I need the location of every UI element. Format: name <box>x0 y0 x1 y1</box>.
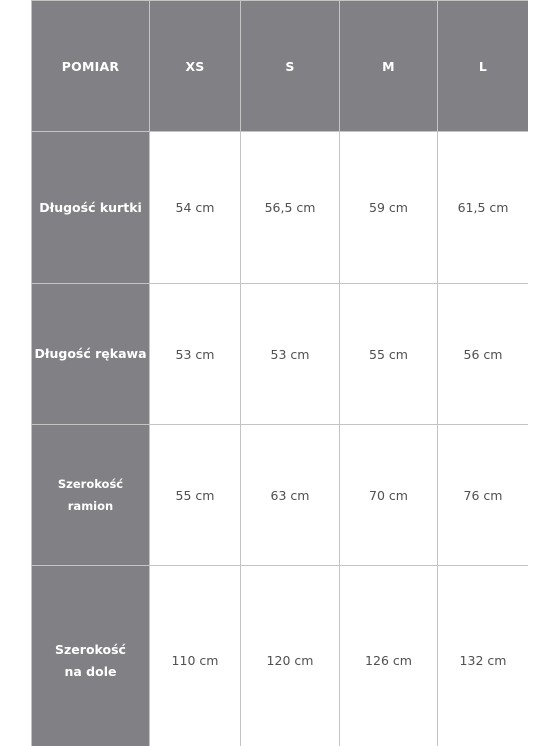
table-cell: 55 cm <box>150 425 241 566</box>
table-cell: 59 cm <box>340 132 438 284</box>
table-row <box>32 425 529 566</box>
table-cell: 132 cm <box>438 566 529 746</box>
table-cell: 126 cm <box>340 566 438 746</box>
row-label-jacket-length <box>32 132 150 284</box>
row-label-text: Długość kurtki <box>39 199 142 215</box>
table-row <box>32 284 529 425</box>
table-cell: 63 cm <box>241 425 340 566</box>
table-cell: 120 cm <box>241 566 340 746</box>
header-cell-measurement: POMIAR <box>32 1 150 132</box>
row-label-sleeve-length <box>32 284 150 425</box>
table-cell: 55 cm <box>340 284 438 425</box>
table-cell: 53 cm <box>241 284 340 425</box>
header-cell-size-xs: XS <box>150 1 241 132</box>
table-cell: 110 cm <box>150 566 241 746</box>
row-label-bottom-width <box>32 566 150 746</box>
table-cell: 56,5 cm <box>241 132 340 284</box>
table-cell: 53 cm <box>150 284 241 425</box>
table-cell: 61,5 cm <box>438 132 529 284</box>
table-row <box>32 132 529 284</box>
table-cell: 76 cm <box>438 425 529 566</box>
size-chart <box>31 0 528 746</box>
table-cell: 70 cm <box>340 425 438 566</box>
table-cell: 56 cm <box>438 284 529 425</box>
header-row <box>32 1 529 132</box>
size-table <box>31 0 528 746</box>
header-cell-size-m: M <box>340 1 438 132</box>
row-label-text: Długość rękawa <box>34 346 147 361</box>
row-label-text: Szerokość ramion <box>57 477 124 513</box>
row-label-text: Szerokość na dole <box>55 641 126 679</box>
header-cell-size-s: S <box>241 1 340 132</box>
header-cell-size-l: L <box>438 1 529 132</box>
table-row <box>32 566 529 746</box>
row-label-shoulder-width <box>32 425 150 566</box>
table-cell: 54 cm <box>150 132 241 284</box>
